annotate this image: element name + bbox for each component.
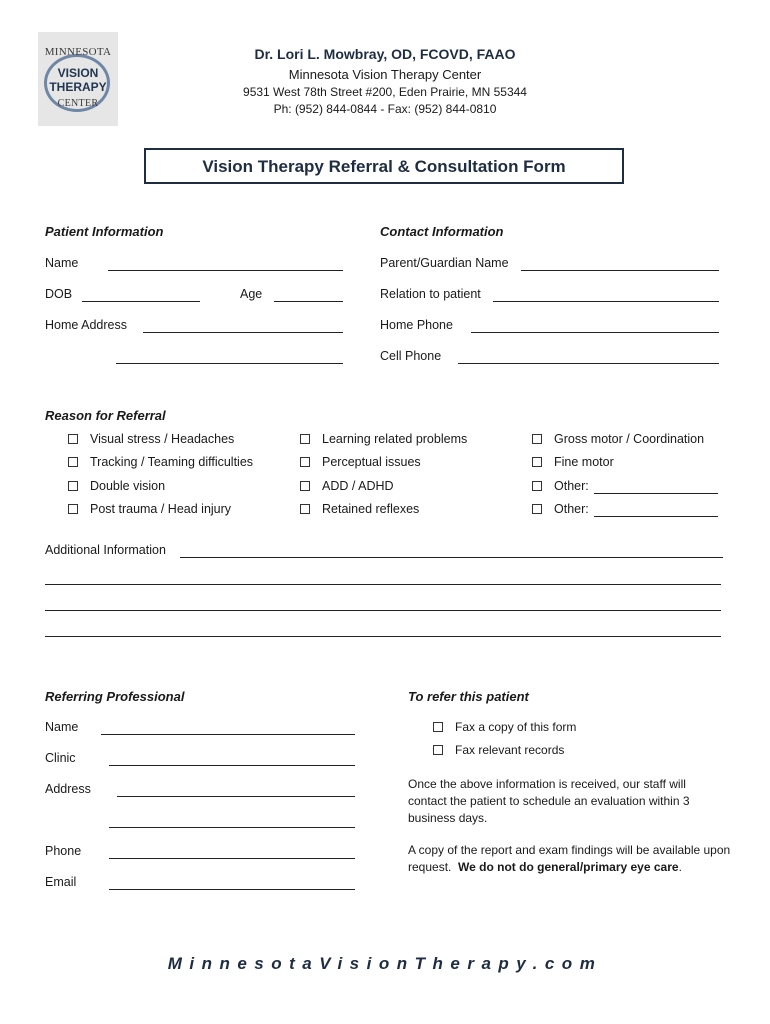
cell-phone-field[interactable] (458, 363, 719, 364)
no-primary-care-note: We do not do general/primary eye care (458, 860, 679, 874)
referrer-phone-label: Phone (45, 844, 82, 858)
home-address-field-1[interactable] (143, 332, 343, 333)
to-refer-heading: To refer this patient (408, 689, 529, 704)
referrer-address-field-2[interactable] (109, 827, 355, 828)
reason-option[interactable]: Learning related problems (300, 432, 467, 446)
other-field-1[interactable] (594, 493, 718, 494)
additional-info-label: Additional Information (45, 543, 166, 557)
referrer-phone-field[interactable] (109, 858, 355, 859)
guardian-name-field[interactable] (521, 270, 719, 271)
checkbox-icon[interactable] (532, 481, 542, 491)
checkbox-icon[interactable] (300, 504, 310, 514)
fax-form-option[interactable]: Fax a copy of this form (433, 720, 576, 734)
fax-records-option[interactable]: Fax relevant records (433, 743, 564, 757)
reason-option[interactable]: Post trauma / Head injury (68, 502, 231, 516)
guardian-name-label: Parent/Guardian Name (380, 256, 509, 270)
checkbox-icon[interactable] (300, 481, 310, 491)
checkbox-icon[interactable] (433, 722, 443, 732)
referrer-address-field-1[interactable] (117, 796, 355, 797)
reason-option[interactable]: Gross motor / Coordination (532, 432, 704, 446)
checkbox-icon[interactable] (68, 434, 78, 444)
logo-text-therapy: THERAPY (49, 80, 107, 94)
reason-heading: Reason for Referral (45, 408, 166, 423)
relation-label: Relation to patient (380, 287, 481, 301)
referrer-name-field[interactable] (101, 734, 355, 735)
other-field-2[interactable] (594, 516, 718, 517)
patient-dob-field[interactable] (82, 301, 200, 302)
clinic-address: 9531 West 78th Street #200, Eden Prairie, MN 55344 (243, 85, 527, 99)
patient-age-field[interactable] (274, 301, 343, 302)
relation-field[interactable] (493, 301, 719, 302)
patient-age-label: Age (240, 287, 263, 301)
reason-option[interactable]: Double vision (68, 479, 165, 493)
referrer-address-label: Address (45, 782, 91, 796)
referrer-clinic-label: Clinic (45, 751, 76, 765)
clinic-phone-fax: Ph: (952) 844-0844 - Fax: (952) 844-0810 (273, 102, 497, 116)
reason-option[interactable]: Fine motor (532, 455, 614, 469)
logo-text-vision: VISION (57, 66, 99, 80)
logo-text-top: MINNESOTA (44, 46, 112, 58)
reason-option[interactable]: ADD / ADHD (300, 479, 394, 493)
clinic-name: Minnesota Vision Therapy Center (288, 67, 482, 82)
contact-info-heading: Contact Information (380, 224, 504, 239)
patient-info-heading: Patient Information (45, 224, 164, 239)
home-phone-label: Home Phone (380, 318, 453, 332)
reason-option[interactable]: Visual stress / Headaches (68, 432, 234, 446)
referrer-email-label: Email (45, 875, 77, 889)
checkbox-icon[interactable] (532, 504, 542, 514)
checkbox-icon[interactable] (300, 457, 310, 467)
additional-info-field-4[interactable] (45, 636, 721, 637)
patient-dob-label: DOB (45, 287, 73, 301)
reason-option[interactable]: Retained reflexes (300, 502, 419, 516)
checkbox-icon[interactable] (433, 745, 443, 755)
instructions-paragraph: Once the above information is received, our staff will contact the patient to schedule an evaluation within 3 business days. (408, 777, 690, 825)
checkbox-icon[interactable] (300, 434, 310, 444)
checkbox-icon[interactable] (532, 434, 542, 444)
website-footer[interactable]: MinnesotaVisionTherapy.com (167, 954, 603, 973)
referrer-clinic-field[interactable] (109, 765, 355, 766)
checkbox-icon[interactable] (68, 481, 78, 491)
referring-heading: Referring Professional (45, 689, 185, 704)
additional-info-field-1[interactable] (180, 557, 723, 558)
home-address-label: Home Address (45, 318, 127, 332)
home-address-field-2[interactable] (116, 363, 343, 364)
home-phone-field[interactable] (471, 332, 719, 333)
report-availability-paragraph: A copy of the report and exam findings will be available upon request. We do not do general/primary eye care. (408, 843, 731, 874)
cell-phone-label: Cell Phone (380, 349, 442, 363)
doctor-name: Dr. Lori L. Mowbray, OD, FCOVD, FAAO (254, 46, 516, 62)
reason-option-other[interactable]: Other: (532, 502, 589, 516)
patient-name-field[interactable] (108, 270, 343, 271)
patient-name-label: Name (45, 256, 79, 270)
checkbox-icon[interactable] (68, 504, 78, 514)
form-title: Vision Therapy Referral & Consultation Form (144, 148, 624, 184)
additional-info-field-3[interactable] (45, 610, 721, 611)
referrer-name-label: Name (45, 720, 79, 734)
additional-info-field-2[interactable] (45, 584, 721, 585)
checkbox-icon[interactable] (532, 457, 542, 467)
reason-option[interactable]: Perceptual issues (300, 455, 421, 469)
reason-option-other[interactable]: Other: (532, 479, 589, 493)
clinic-logo (38, 32, 118, 126)
logo-text-bottom: CENTER (57, 98, 99, 109)
checkbox-icon[interactable] (68, 457, 78, 467)
reason-option[interactable]: Tracking / Teaming difficulties (68, 455, 253, 469)
referrer-email-field[interactable] (109, 889, 355, 890)
